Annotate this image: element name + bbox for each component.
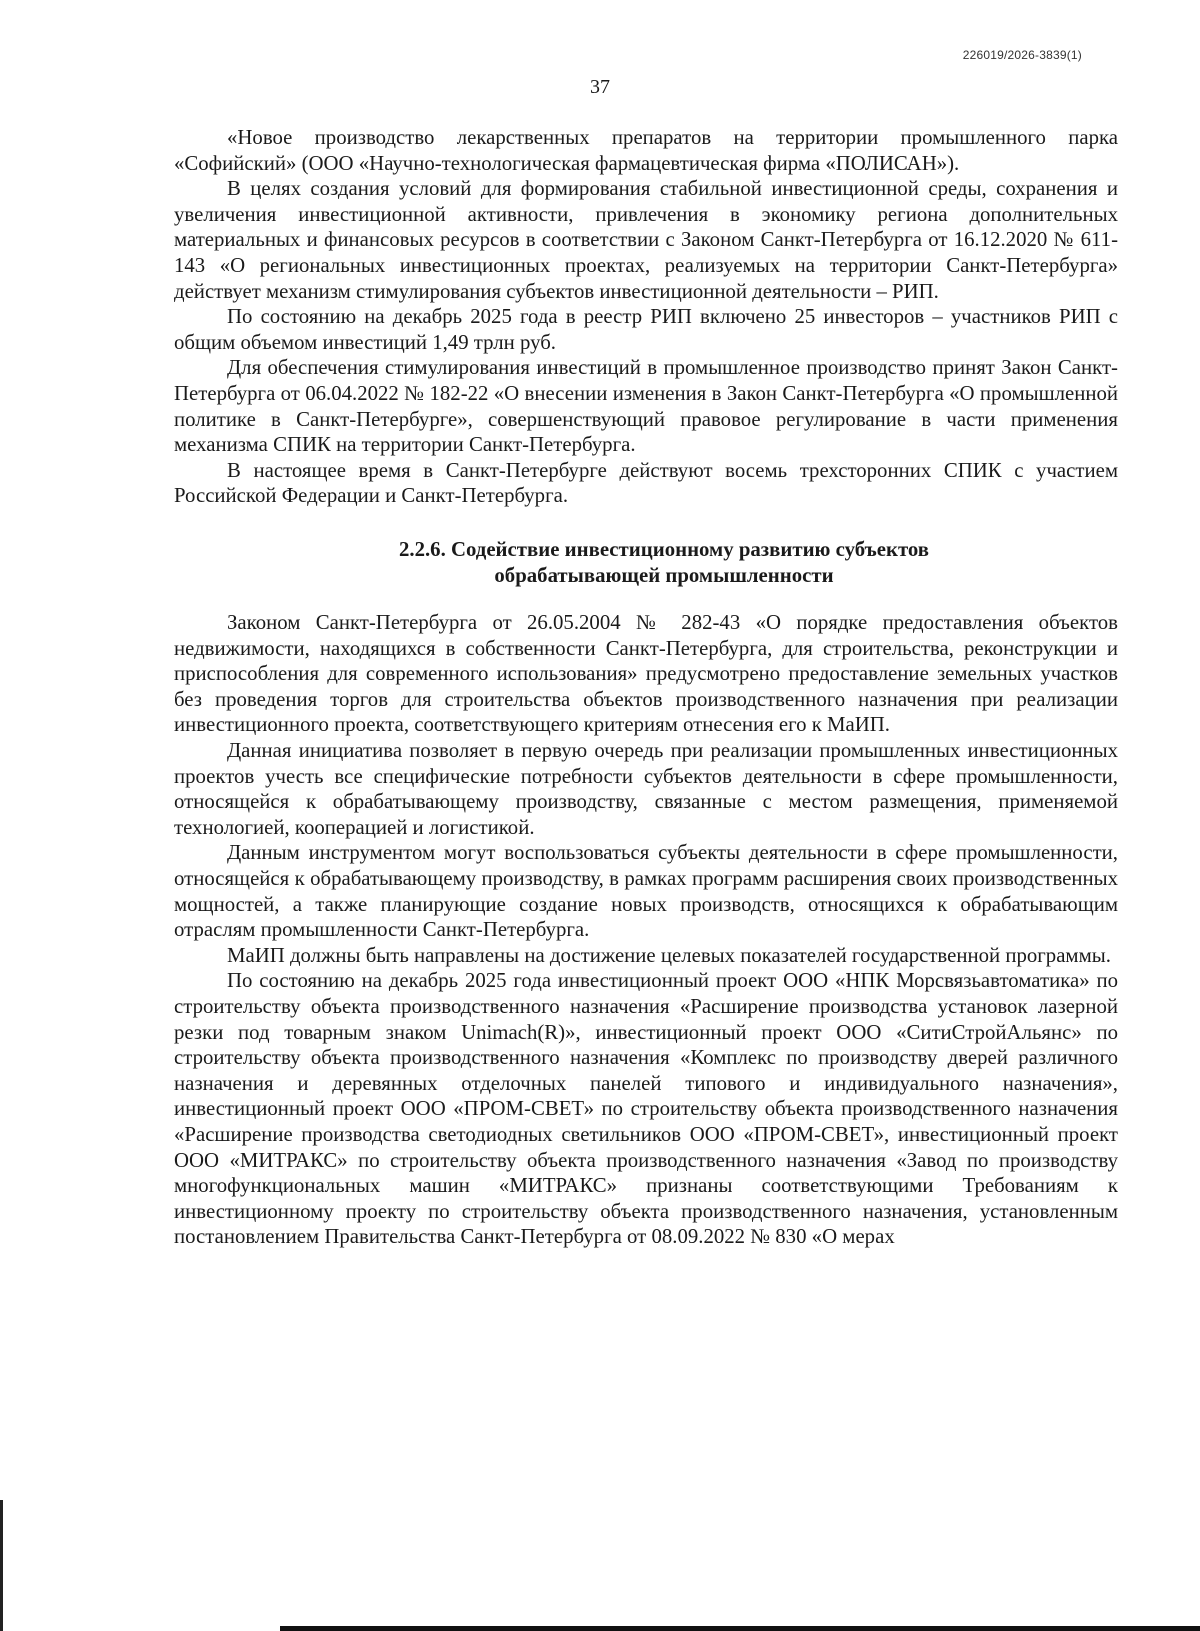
scan-edge-mark — [280, 1626, 1200, 1631]
page-number: 37 — [590, 76, 610, 98]
section-heading — [174, 537, 1118, 588]
document-number: 226019/2026-3839(1) — [962, 48, 1082, 62]
section-heading-line: 2.2.6. Содействие инвестиционному развитию субъектов — [398, 537, 929, 561]
document-body — [174, 125, 1118, 1250]
section-heading-line: обрабатывающей промышленности — [494, 563, 834, 587]
paragraph: В настоящее время в Санкт-Петербурге действуют восемь трехсторонних СПИК с участием Российской Федерации и Санкт-Петербурга. — [174, 458, 1118, 508]
paragraph: По состоянию на декабрь 2025 года инвестиционный проект ООО «НПК Морсвязьавтоматика» по строительству объекта производственного назначения «Расширение производства установок лазерной резки под товарным знаком Unimach(R)», инвестиционный проект ООО «СитиСтройАльянс» по строительству объекта производственного назначения «Комплекс по производству дверей различного назначения и деревянных отделочных панелей типового и индивидуального назначения», инвестиционный проект ООО «ПРОМ-СВЕТ» по строительству объекта производственного назначения «Расширение производства светодиодных светильников ООО «ПРОМ-СВЕТ», инвестиционный проект ООО «МИТРАКС» по строительству объекта производственного назначения «Завод по производству многофункциональных машин «МИТРАКС» признаны соответствующими Требованиям к инвестиционному проекту по строительству объекта производственного назначения, установленным постановлением Правительства Санкт-Петербурга от 08.09.2022 № 830 «О мерах — [174, 969, 1118, 1249]
paragraph: «Новое производство лекарственных препаратов на территории промышленного парка «Софийский» (ООО «Научно-технологическая фармацевтическая фирма «ПОЛИСАН»). — [174, 126, 1118, 175]
paragraph: В целях создания условий для формирования стабильной инвестиционной среды, сохранения и увеличения инвестиционной активности, привлечения в экономику региона дополнительных материальных и финансовых ресурсов в соответствии с Законом Санкт-Петербурга от 16.12.2020 № 611-143 «О региональных инвестиционных проектах, реализуемых на территории Санкт-Петербурга» действует механизм стимулирования субъектов инвестиционной деятельности – РИП. — [174, 177, 1118, 303]
paragraph: МаИП должны быть направлены на достижение целевых показателей государственной программы. — [227, 943, 1111, 967]
paragraph: Для обеспечения стимулирования инвестиций в промышленное производство принят Закон Санкт-Петербурга от 06.04.2022 № 182-22 «О внесении изменения в Закон Санкт-Петербурга «О промышленной политике в Санкт-Петербурге», совершенствующий правовое регулирование в части применения механизма СПИК на территории Санкт-Петербурга. — [174, 356, 1118, 457]
paragraph: Данным инструментом могут воспользоваться субъекты деятельности в сфере промышленности, относящейся к обрабатывающему производству, в рамках программ расширения своих производственных мощностей, а также планирующие создание новых производств, относящихся к обрабатывающим отраслям промышленности Санкт-Петербурга. — [174, 841, 1118, 942]
paragraph: Законом Санкт-Петербурга от 26.05.2004 № 282-43 «О порядке предоставления объектов недвижимости, находящихся в собственности Санкт-Петербурга, для строительства, реконструкции и приспособления для современного использования» предусмотрено предоставление земельных участков без проведения торгов для строительства объектов производственного назначения при реализации инвестиционного проекта, соответствующего критериям отнесения его к МаИП. — [174, 611, 1118, 737]
scan-edge-mark — [0, 1500, 3, 1631]
paragraph: Данная инициатива позволяет в первую очередь при реализации промышленных инвестиционных проектов учесть все специфические потребности субъектов деятельности в сфере промышленности, относящейся к обрабатывающему производству, связанные с местом размещения, применяемой технологией, кооперацией и логистикой. — [174, 739, 1118, 839]
paragraph: По состоянию на декабрь 2025 года в реестр РИП включено 25 инвесторов – участников РИП с общим объемом инвестиций 1,49 трлн руб. — [174, 305, 1118, 354]
